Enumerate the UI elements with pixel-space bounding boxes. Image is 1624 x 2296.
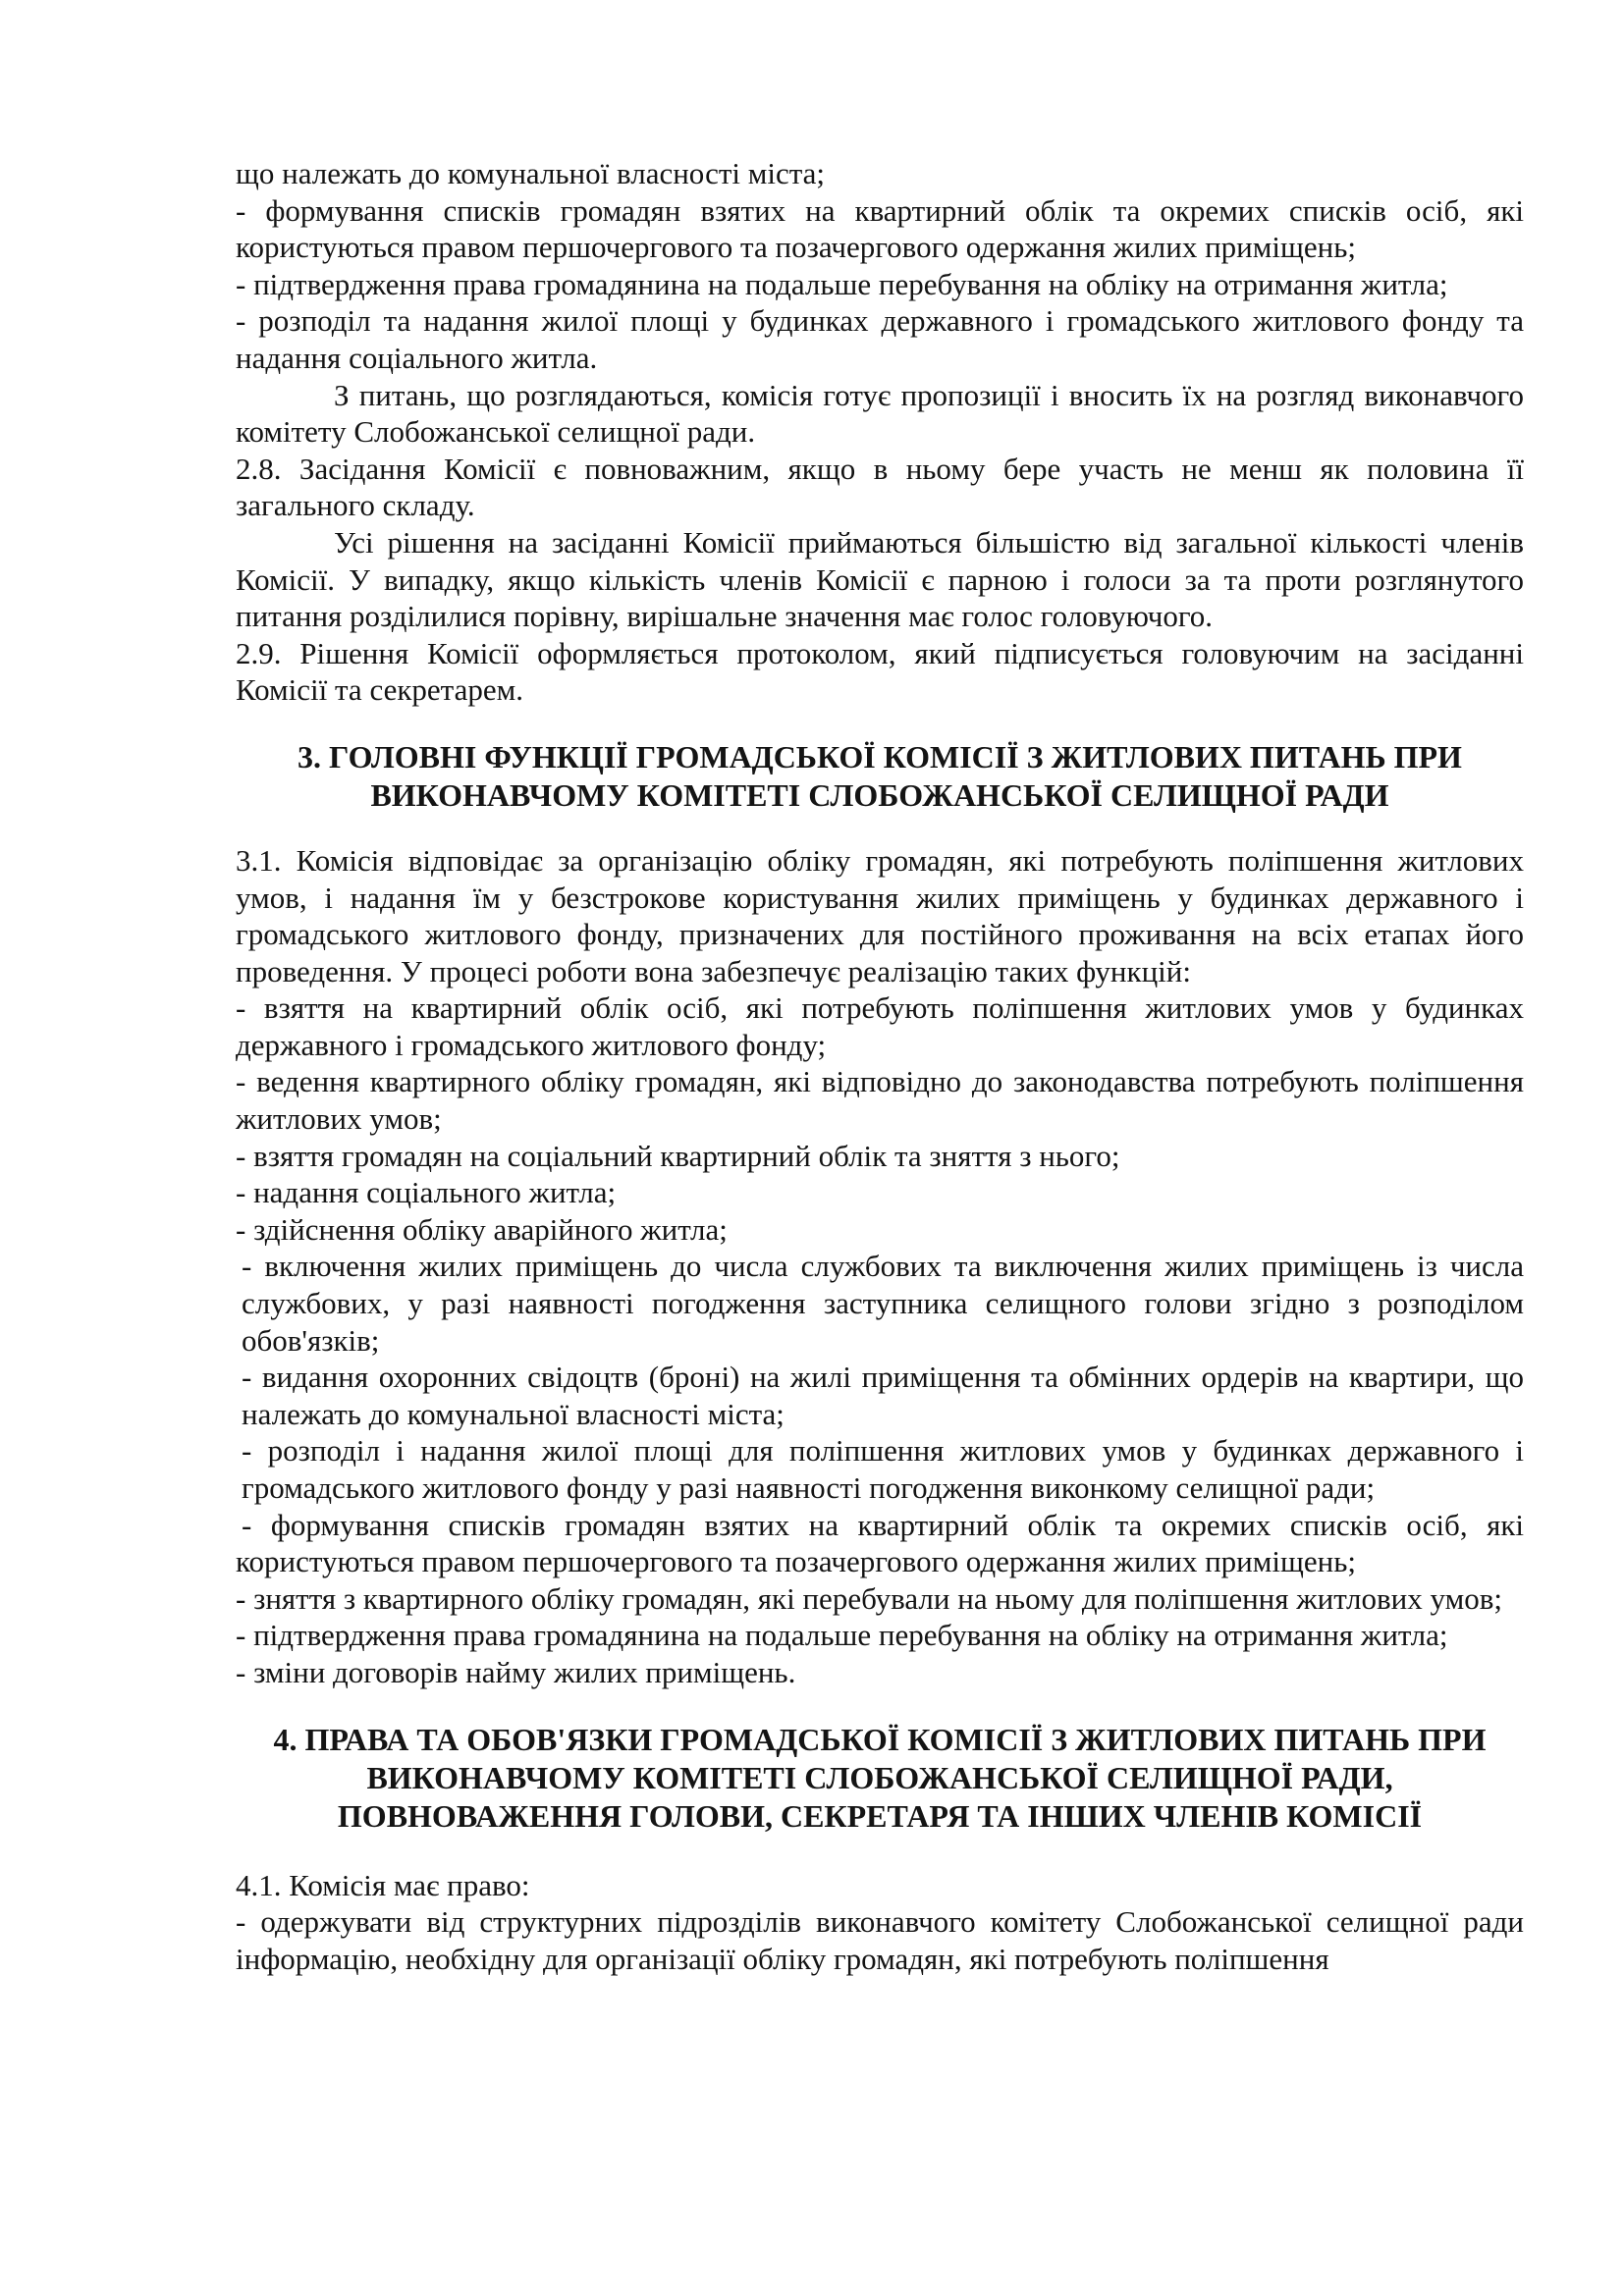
list-item-s3-4: - надання соціального житла;	[236, 1175, 617, 1210]
list-item-s3-5: - здійснення обліку аварійного житла;	[236, 1211, 728, 1247]
paragraph-s2-1: що належать до комунальної власності міста;	[236, 156, 826, 190]
list-item-s3-7: - видання охоронних свідоцтв (броні) на жилі приміщення та обмінних ордерів на квартири, що належать до комунальної власності міста;	[242, 1360, 1524, 1431]
list-item-s3-6: - включення жилих приміщень до числа службових та виключення жилих приміщень із числа службових, у разі наявності погодження заступника селищного голови згідно з розподілом обов'язків;	[242, 1249, 1524, 1358]
list-item-s2-4: - розподіл та надання жилої площі у будинках державного і громадського житлового фонду та надання соціального житла.	[236, 303, 1524, 375]
list-item-s3-2: - ведення квартирного обліку громадян, які відповідно до законодавства потребують поліпшення житлових умов;	[236, 1064, 1524, 1137]
list-item-s3-8: - розподіл і надання жилої площі для поліпшення житлових умов у будинках державного і громадського житлового фонду у разі наявності погодження виконкому селищної ради;	[242, 1433, 1524, 1505]
list-item-s3-11: - підтвердження права громадянина на подальше перебування на обліку на отримання житла;	[236, 1618, 1448, 1653]
paragraph-s2-decisions: Усі рішення на засіданні Комісії приймаються більшістю від загальної кількості членів Комісії. У випадку, якщо кількість членів Комісії є парною і голоси за та проти розглянутого питання розділилися порівну, вирішальне значення має голос головуючого.	[236, 524, 1524, 634]
section-4-heading-line1: 4. ПРАВА ТА ОБОВ'ЯЗКИ ГРОМАДСЬКОЇ КОМІСІЇ З ЖИТЛОВИХ ПИТАНЬ ПРИ	[273, 1721, 1487, 1757]
list-item-s2-3: - підтвердження права громадянина на подальше перебування на обліку на отримання житла;	[236, 266, 1448, 301]
section-3-heading-line2: ВИКОНАВЧОМУ КОМІТЕТІ СЛОБОЖАНСЬКОЇ СЕЛИЩНОЇ РАДИ	[370, 776, 1389, 813]
paragraph-2-9: 2.9. Рішення Комісії оформляється протоколом, який підписується головуючим на засіданні Комісії та секретарем.	[236, 635, 1524, 708]
list-item-s3-10: - зняття з квартирного обліку громадян, які перебували на ньому для поліпшення житлових умов;	[236, 1580, 1502, 1616]
paragraph-3-1: 3.1. Комісія відповідає за організацію обліку громадян, які потребують поліпшення житлових умов, і надання їм у безстрокове користування жилих приміщень у будинках державного і громадського житлового фонду, призначених для постійного проживання на всіх етапах його проведення. У процесі роботи вона забезпечує реалізацію таких функцій:	[236, 842, 1524, 988]
section-4-heading-line3: ПОВНОВАЖЕННЯ ГОЛОВИ, СЕКРЕТАРЯ ТА ІНШИХ ЧЛЕНІВ КОМІСІЇ	[337, 1797, 1423, 1834]
list-item-s3-12: - зміни договорів найму жилих приміщень.	[236, 1654, 796, 1689]
list-item-s3-9: - формування списків громадян взятих на квартирний облік та окремих списків осіб, які користуються правом першочергового та позачергового одержання жилих приміщень;	[236, 1507, 1524, 1579]
document-page	[236, 155, 1524, 1977]
paragraph-s2-proposals: З питань, що розглядаються, комісія готує пропозиції і вносить їх на розгляд виконавчого комітету Слобожанської селищної ради.	[236, 377, 1524, 450]
section-4-heading	[236, 1721, 1524, 1836]
list-item-s2-2: - формування списків громадян взятих на квартирний облік та окремих списків осіб, які користуються правом першочергового та позачергового одержання жилих приміщень;	[236, 192, 1524, 265]
paragraph-4-1: 4.1. Комісія має право:	[236, 1867, 530, 1902]
section-4-heading-line2: ВИКОНАВЧОМУ КОМІТЕТІ СЛОБОЖАНСЬКОЇ СЕЛИЩНОЇ РАДИ,	[366, 1759, 1393, 1795]
paragraph-2-8: 2.8. Засідання Комісії є повноважним, якщо в ньому бере участь не менш як половина її загального складу.	[236, 451, 1524, 523]
section-3-heading-line1: 3. ГОЛОВНІ ФУНКЦІЇ ГРОМАДСЬКОЇ КОМІСІЇ З ЖИТЛОВИХ ПИТАНЬ ПРИ	[298, 738, 1462, 774]
list-item-s3-1: - взяття на квартирний облік осіб, які потребують поліпшення житлових умов у будинках державного і громадського житлового фонду;	[236, 990, 1524, 1062]
section-3-heading	[236, 738, 1524, 815]
list-item-s3-3: - взяття громадян на соціальний квартирний облік та зняття з нього;	[236, 1138, 1120, 1173]
list-item-s4-1: - одержувати від структурних підрозділів виконавчого комітету Слобожанської селищної ради інформацію, необхідну для організації обліку громадян, які потребують поліпшення	[236, 1904, 1524, 1976]
